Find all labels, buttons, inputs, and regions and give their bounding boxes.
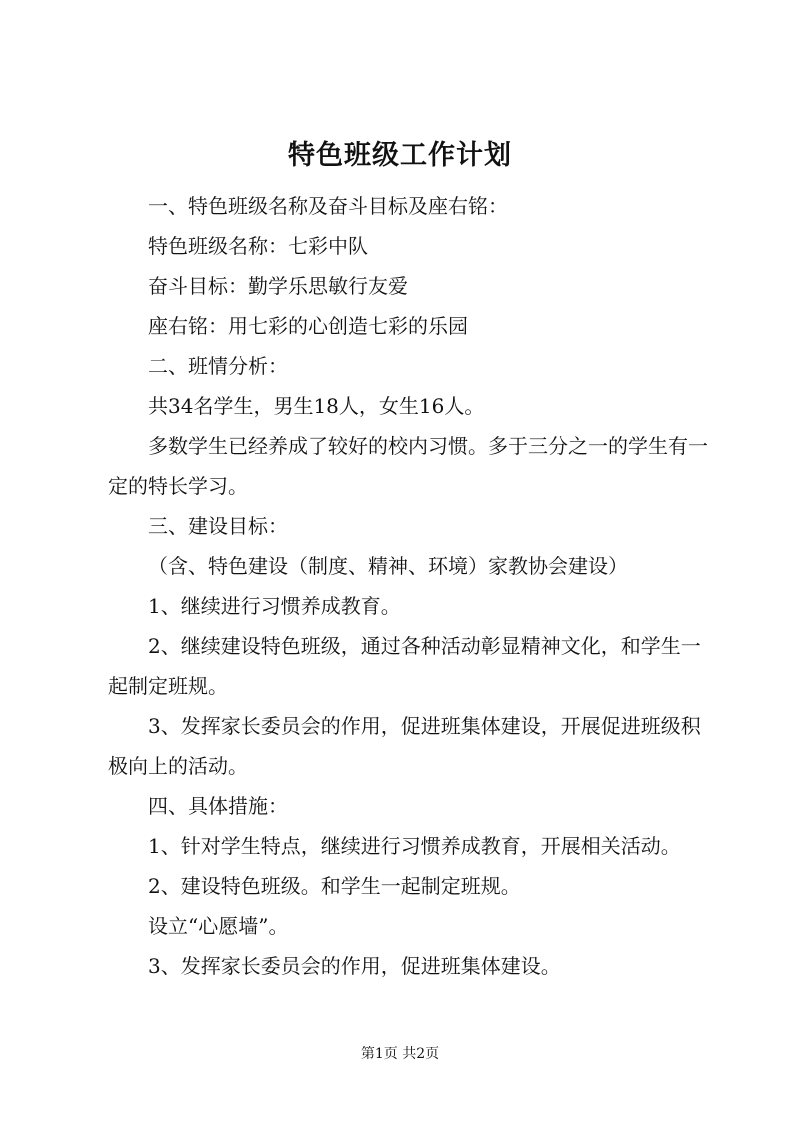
goal-item-3: 3、发挥家长委员会的作用，促进班集体建设，开展促进班级积极向上的活动。 <box>108 714 701 778</box>
document-body <box>108 186 708 986</box>
section-heading-2: 二、班情分析： <box>148 354 288 378</box>
page-title: 特色班级工作计划 <box>288 140 512 171</box>
goal-item-2: 2、继续建设特色班级，通过各种活动彰显精神文化，和学生一起制定班规。 <box>108 634 701 698</box>
paragraph-scope: （含、特色建设（制度、精神、环境）家教协会建设） <box>148 554 628 578</box>
paragraph-habits: 多数学生已经养成了较好的校内习惯。多于三分之一的学生有一定的特长学习。 <box>108 434 708 498</box>
measure-item-3: 3、发挥家长委员会的作用，促进班集体建设。 <box>148 954 561 978</box>
measure-item-2-note: 设立“心愿墙”。 <box>148 914 289 938</box>
paragraph-student-count: 共34名学生，男生18人，女生16人。 <box>148 394 485 418</box>
section-heading-3: 三、建设目标： <box>148 514 288 538</box>
paragraph-goal: 奋斗目标：勤学乐思敏行友爱 <box>148 274 408 298</box>
goal-item-1: 1、继续进行习惯养成教育。 <box>148 594 401 618</box>
section-heading-4: 四、具体措施： <box>148 794 288 818</box>
page-number-footer: 第1页 共2页 <box>360 1046 440 1062</box>
measure-item-1: 1、针对学生特点，继续进行习惯养成教育，开展相关活动。 <box>148 834 681 858</box>
section-heading-1: 一、特色班级名称及奋斗目标及座右铭： <box>148 194 508 218</box>
paragraph-class-name: 特色班级名称：七彩中队 <box>148 234 368 258</box>
paragraph-motto: 座右铭：用七彩的心创造七彩的乐园 <box>148 314 468 338</box>
measure-item-2: 2、建设特色班级。和学生一起制定班规。 <box>148 874 521 898</box>
